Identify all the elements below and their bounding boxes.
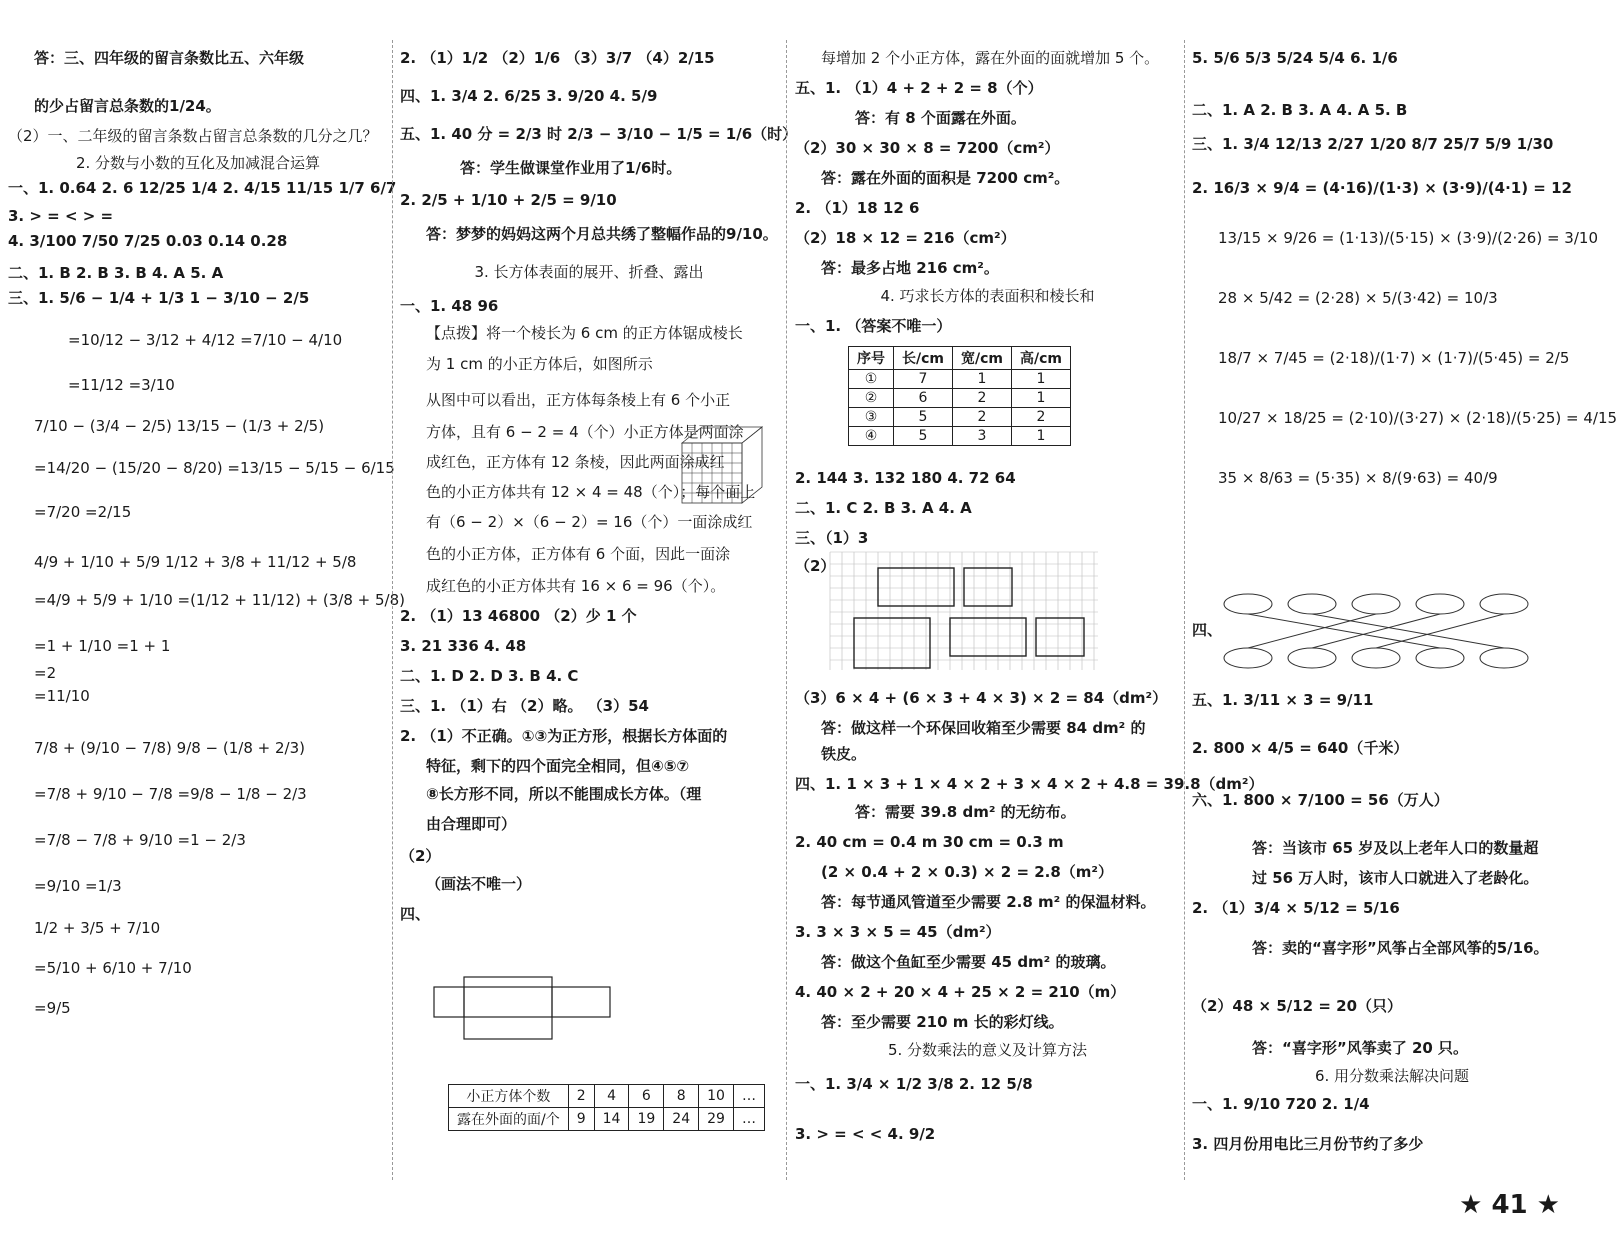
column-divider xyxy=(786,40,787,1180)
col2-line: 为 1 cm 的小正方体后，如图所示 xyxy=(426,355,653,373)
col2-line: （2） xyxy=(400,847,441,865)
page-number: ★ 41 ★ xyxy=(1459,1190,1560,1220)
col2-line: 由合理即可） xyxy=(426,815,517,833)
col3-line: 四、1. 1 × 3 + 1 × 4 × 2 + 3 × 4 × 2 + 4.8 = 39.8（dm²） xyxy=(795,775,1264,793)
col4-line: 3. 四月份用电比三月份节约了多少 xyxy=(1192,1135,1424,1153)
col4-line: 6. 用分数乘法解决问题 xyxy=(1314,1067,1470,1085)
table-cell: 1 xyxy=(1012,370,1071,389)
table-cell: 2 xyxy=(568,1085,594,1108)
col3-line: (2 × 0.4 + 2 × 0.3) × 2 = 2.8（m²） xyxy=(821,863,1114,881)
col2-line: 色的小正方体共有 12 × 4 = 48（个）；每个面上 xyxy=(426,483,756,501)
col4-line: 四、 xyxy=(1192,621,1223,639)
col2-line: 特征，剩下的四个面完全相同，但④⑤⑦ xyxy=(426,757,690,775)
col1-line: 2. 分数与小数的互化及加减混合运算 xyxy=(75,154,321,172)
table-row xyxy=(449,1085,765,1108)
col2-line: 从图中可以看出，正方体每条棱上有 6 个小正 xyxy=(426,391,731,409)
col3-line: 每增加 2 个小正方体，露在外面的面就增加 5 个。 xyxy=(821,49,1160,67)
col3-line: 4. 巧求长方体的表面积和棱长和 xyxy=(880,287,1095,305)
col2-line: 一、1. 48 96 xyxy=(400,297,499,315)
col1-line: 答：三、四年级的留言条数比五、六年级 xyxy=(34,49,305,67)
col3-line: 答：做这样一个环保回收箱至少需要 84 dm² 的 xyxy=(821,719,1146,737)
col4-line: （2）48 × 5/12 = 20（只） xyxy=(1192,997,1403,1015)
table-cell: 29 xyxy=(699,1108,734,1131)
col1-line: =1 + 1/10 =1 + 1 xyxy=(34,637,171,655)
col3-line: 5. 分数乘法的意义及计算方法 xyxy=(887,1041,1088,1059)
col3-line: （2） xyxy=(795,557,836,575)
table-cell: 8 xyxy=(664,1085,699,1108)
col3-line: 铁皮。 xyxy=(821,745,867,763)
col1-line: 7/10 − (3/4 − 2/5) 13/15 − (1/3 + 2/5) xyxy=(34,417,325,435)
col4-line: 答：“喜字形”风筝卖了 20 只。 xyxy=(1252,1039,1469,1057)
col4-line: 18/7 × 7/45 = (2·18)/(1·7) × (1·7)/(5·45) = 2/5 xyxy=(1218,349,1570,367)
col2-line: 3. 长方体表面的展开、折叠、露出 xyxy=(474,263,704,281)
col4-line: 35 × 8/63 = (5·35) × 8/(9·63) = 40/9 xyxy=(1218,469,1498,487)
col1-line: =7/20 =2/15 xyxy=(34,503,132,521)
col4-line: 答：当该市 65 岁及以上老年人口的数量超 xyxy=(1252,839,1539,857)
col4-line: 5. 5/6 5/3 5/24 5/4 6. 1/6 xyxy=(1192,49,1398,67)
table-cell: … xyxy=(733,1108,764,1131)
col1-line: 1/2 + 3/5 + 7/10 xyxy=(34,919,161,937)
col1-line: 7/8 + (9/10 − 7/8) 9/8 − (1/8 + 2/3) xyxy=(34,739,305,757)
col1-line: （2）一、二年级的留言条数占留言总条数的几分之几？ xyxy=(8,127,378,145)
cube-count-table xyxy=(448,1084,765,1131)
col3-line: 2. （1）18 12 6 xyxy=(795,199,920,217)
col4-line: 三、1. 3/4 12/13 2/27 1/20 8/7 25/7 5/9 1/30 xyxy=(1192,135,1554,153)
col4-line: 五、1. 3/11 × 3 = 9/11 xyxy=(1192,691,1374,709)
col2-line: 四、 xyxy=(400,905,431,923)
col4-line: 一、1. 9/10 720 2. 1/4 xyxy=(1192,1095,1370,1113)
table-cell: 1 xyxy=(953,370,1012,389)
table-cell: 6 xyxy=(629,1085,664,1108)
col1-line: 三、1. 5/6 − 1/4 + 1/3 1 − 3/10 − 2/5 xyxy=(8,289,310,307)
table-cell: 14 xyxy=(594,1108,629,1131)
table-header: 高/cm xyxy=(1012,347,1071,370)
table-cell: 露在外面的面/个 xyxy=(449,1108,569,1131)
col4-line: 答：卖的“喜字形”风筝占全部风筝的5/16。 xyxy=(1252,939,1549,957)
table-header: 序号 xyxy=(849,347,894,370)
col2-line: 3. 21 336 4. 48 xyxy=(400,637,527,655)
col1-line: =7/8 + 9/10 − 7/8 =9/8 − 1/8 − 2/3 xyxy=(34,785,307,803)
col1-line: 3. > = < > = xyxy=(8,207,114,225)
column-1 xyxy=(8,38,405,1178)
table-cell: ② xyxy=(849,389,894,408)
col1-line: 一、1. 0.64 2. 6 12/25 1/4 2. 4/15 11/15 1/7 6/7 xyxy=(8,179,397,197)
table-row xyxy=(849,370,1071,389)
col3-line: 2. 144 3. 132 180 4. 72 64 xyxy=(795,469,1016,487)
col2-line: 四、1. 3/4 2. 6/25 3. 9/20 4. 5/9 xyxy=(400,87,658,105)
col3-line: 答：至少需要 210 m 长的彩灯线。 xyxy=(821,1013,1064,1031)
col4-line: 2. （1）3/4 × 5/12 = 5/16 xyxy=(1192,899,1400,917)
table-cell: 5 xyxy=(894,427,953,446)
col1-line: =7/8 − 7/8 + 9/10 =1 − 2/3 xyxy=(34,831,246,849)
table-cell: 1 xyxy=(1012,427,1071,446)
table-cell: … xyxy=(733,1085,764,1108)
col3-line: 答：需要 39.8 dm² 的无纺布。 xyxy=(855,803,1076,821)
table-row xyxy=(849,427,1071,446)
col3-line: 一、1. （答案不唯一） xyxy=(795,317,952,335)
col4-line: 28 × 5/42 = (2·28) × 5/(3·42) = 10/3 xyxy=(1218,289,1498,307)
table-cell: 2 xyxy=(953,389,1012,408)
table-row xyxy=(449,1108,765,1131)
table-cell: ① xyxy=(849,370,894,389)
col1-line: =2 xyxy=(34,664,57,682)
col3-line: 答：露在外面的面积是 7200 cm²。 xyxy=(821,169,1070,187)
col2-line: 2. 2/5 + 1/10 + 2/5 = 9/10 xyxy=(400,191,617,209)
col1-line: 4/9 + 1/10 + 5/9 1/12 + 3/8 + 11/12 + 5/8 xyxy=(34,553,357,571)
col2-line: 2. （1）不正确。①③为正方形，根据长方体面的 xyxy=(400,727,728,745)
table-row xyxy=(849,408,1071,427)
col3-line: 二、1. C 2. B 3. A 4. A xyxy=(795,499,972,517)
table-cell: 2 xyxy=(953,408,1012,427)
col3-line: （3）6 × 4 + (6 × 3 + 4 × 3) × 2 = 84（dm²） xyxy=(795,689,1168,707)
col4-line: 六、1. 800 × 7/100 = 56（万人） xyxy=(1192,791,1449,809)
col2-line: 成红色的小正方体共有 16 × 6 = 96（个）。 xyxy=(426,577,726,595)
col2-line: 答：学生做课堂作业用了1/6时。 xyxy=(460,159,682,177)
table-cell: 6 xyxy=(894,389,953,408)
col1-line: =10/12 − 3/12 + 4/12 =7/10 − 4/10 xyxy=(68,331,343,349)
col4-line: 2. 800 × 4/5 = 640（千米） xyxy=(1192,739,1409,757)
col2-line: 有（6 − 2）×（6 − 2）= 16（个）一面涂成红 xyxy=(426,513,753,531)
table-cell: 2 xyxy=(1012,408,1071,427)
matching-figure xyxy=(1222,592,1532,674)
table-cell: 4 xyxy=(594,1085,629,1108)
table-cell: 7 xyxy=(894,370,953,389)
col1-line: =9/10 =1/3 xyxy=(34,877,122,895)
table-cell: 24 xyxy=(664,1108,699,1131)
col2-line: ⑧长方形不同，所以不能围成长方体。（理 xyxy=(426,785,702,803)
table-cell: 1 xyxy=(1012,389,1071,408)
table-header: 长/cm xyxy=(894,347,953,370)
col3-line: 三、（1）3 xyxy=(795,529,869,547)
col2-line: 色的小正方体，正方体有 6 个面，因此一面涂 xyxy=(426,545,731,563)
col2-line: 二、1. D 2. D 3. B 4. C xyxy=(400,667,579,685)
table-row xyxy=(849,347,1071,370)
col2-line: 五、1. 40 分 = 2/3 时 2/3 − 3/10 − 1/5 = 1/6（时） xyxy=(400,125,798,143)
cube-figure xyxy=(680,425,765,505)
column-divider xyxy=(392,40,393,1180)
col4-line: 过 56 万人时，该市人口就进入了老龄化。 xyxy=(1252,869,1539,887)
col2-line: 方体，且有 6 − 2 = 4（个）小正方体是两面涂 xyxy=(426,423,744,441)
col1-line: =4/9 + 5/9 + 1/10 =(1/12 + 11/12) + (3/8 + 5/8) xyxy=(34,591,405,609)
cuboid-net-figure xyxy=(432,975,612,1045)
col1-line: =9/5 xyxy=(34,999,71,1017)
col4-line: 13/15 × 9/26 = (1·13)/(5·15) × (3·9)/(2·26) = 3/10 xyxy=(1218,229,1598,247)
col4-line: 二、1. A 2. B 3. A 4. A 5. B xyxy=(1192,101,1408,119)
table-cell: 3 xyxy=(953,427,1012,446)
col2-line: 成红色，正方体有 12 条棱，因此两面涂成红 xyxy=(426,453,725,471)
col2-line: 答：梦梦的妈妈这两个月总共绣了整幅作品的9/10。 xyxy=(426,225,778,243)
col2-line: （画法不唯一） xyxy=(426,875,532,893)
col1-line: =5/10 + 6/10 + 7/10 xyxy=(34,959,192,977)
col1-line: 的少占留言总条数的1/24。 xyxy=(34,97,221,115)
col3-line: 4. 40 × 2 + 20 × 4 + 25 × 2 = 210（m） xyxy=(795,983,1126,1001)
table-cell: 小正方体个数 xyxy=(449,1085,569,1108)
table-cell: 9 xyxy=(568,1108,594,1131)
col3-line: 答：有 8 个面露在外面。 xyxy=(855,109,1026,127)
col3-line: 2. 40 cm = 0.4 m 30 cm = 0.3 m xyxy=(795,833,1064,851)
cuboid-dimension-table xyxy=(848,346,1071,446)
col3-line: 3. 3 × 3 × 5 = 45（dm²） xyxy=(795,923,1001,941)
col3-line: 五、1. （1）4 + 2 + 2 = 8（个） xyxy=(795,79,1043,97)
col2-line: 2. （1）1/2 （2）1/6 （3）3/7 （4）2/15 xyxy=(400,49,715,67)
col4-line: 10/27 × 18/25 = (2·10)/(3·27) × (2·18)/(5·25) = 4/15 xyxy=(1218,409,1617,427)
col1-line: 二、1. B 2. B 3. B 4. A 5. A xyxy=(8,264,224,282)
col2-line: 三、1. （1）右 （2）略。 （3）54 xyxy=(400,697,649,715)
col3-line: （2）30 × 30 × 8 = 7200（cm²） xyxy=(795,139,1060,157)
col1-line: 4. 3/100 7/50 7/25 0.03 0.14 0.28 xyxy=(8,232,288,250)
table-cell: 19 xyxy=(629,1108,664,1131)
column-divider xyxy=(1184,40,1185,1180)
col3-line: （2）18 × 12 = 216（cm²） xyxy=(795,229,1016,247)
table-cell: ④ xyxy=(849,427,894,446)
col3-line: 答：每节通风管道至少需要 2.8 m² 的保温材料。 xyxy=(821,893,1156,911)
col1-line: =14/20 − (15/20 − 8/20) =13/15 − 5/15 − 6/15 xyxy=(34,459,395,477)
col1-line: =11/12 =3/10 xyxy=(68,376,175,394)
col3-line: 答：做这个鱼缸至少需要 45 dm² 的玻璃。 xyxy=(821,953,1116,971)
grid-rectangles-figure xyxy=(830,552,1098,670)
col3-line: 答：最多占地 216 cm²。 xyxy=(821,259,999,277)
col2-line: 2. （1）13 46800 （2）少 1 个 xyxy=(400,607,637,625)
col1-line: =11/10 xyxy=(34,687,90,705)
col4-line: 2. 16/3 × 9/4 = (4·16)/(1·3) × (3·9)/(4·1) = 12 xyxy=(1192,179,1572,197)
table-header: 宽/cm xyxy=(953,347,1012,370)
col3-line: 3. > = < < 4. 9/2 xyxy=(795,1125,936,1143)
table-row xyxy=(849,389,1071,408)
col2-line: 【点拨】将一个棱长为 6 cm 的正方体锯成棱长 xyxy=(426,324,743,342)
col3-line: 一、1. 3/4 × 1/2 3/8 2. 12 5/8 xyxy=(795,1075,1033,1093)
table-cell: 5 xyxy=(894,408,953,427)
table-cell: ③ xyxy=(849,408,894,427)
table-cell: 10 xyxy=(699,1085,734,1108)
